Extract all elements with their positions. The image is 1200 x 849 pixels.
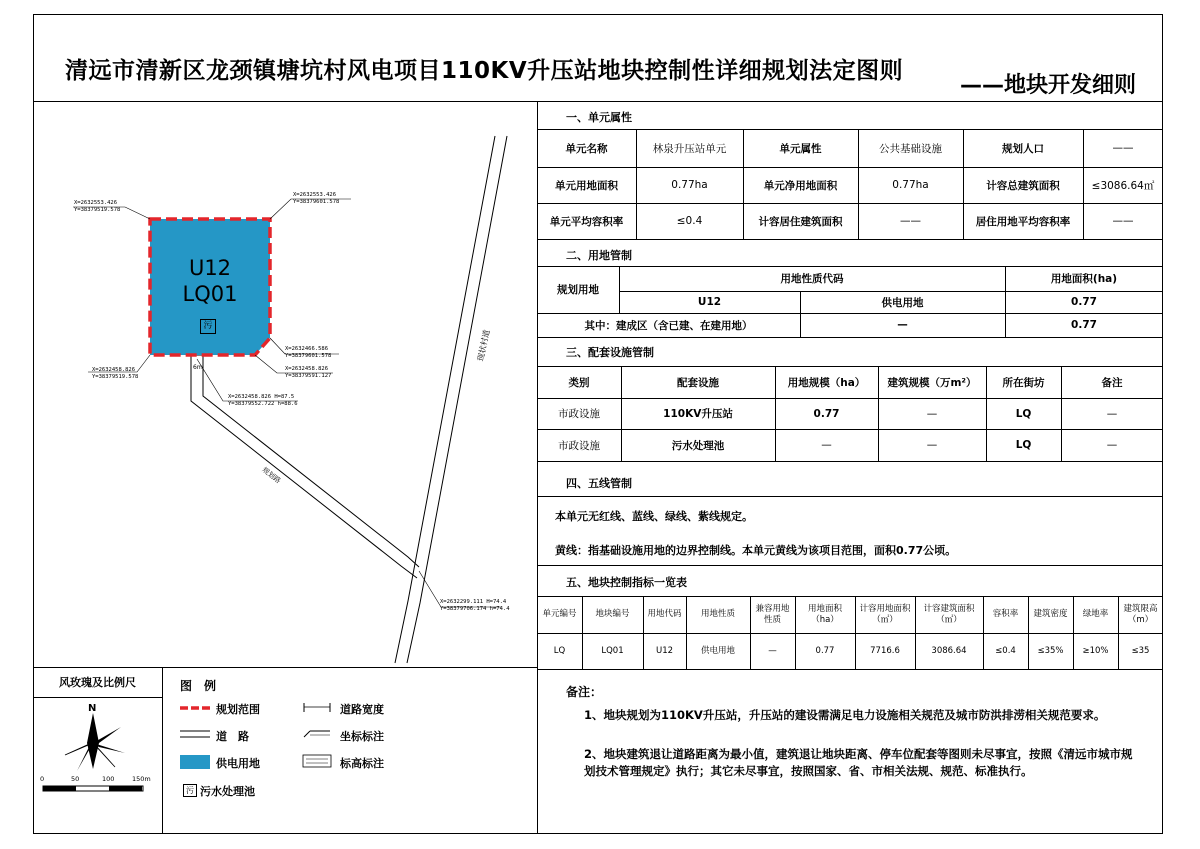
section-3-title: 三、配套设施管制	[566, 346, 654, 359]
ind-v-area: 0.77	[815, 645, 835, 656]
fac-h-block: 所在街坊	[1002, 376, 1045, 389]
coord-sw: X=2632458.826 Y=38379519.578	[92, 367, 139, 380]
parcel-id: LQ01	[182, 282, 238, 306]
fac-r1-block: LQ	[1015, 407, 1032, 420]
ind-v-green: ≥10%	[1082, 645, 1109, 656]
s1-r1-c1: 单元名称	[565, 142, 608, 155]
sewage-pool-icon: 污	[200, 319, 216, 334]
s1-r2-c5: 计容总建筑面积	[986, 179, 1060, 192]
sec5-line-2	[537, 669, 1163, 670]
ind-v-calc-area: 7716.6	[870, 645, 900, 656]
road-name-village: 现状村道	[475, 328, 492, 363]
fac-h-land-scale: 用地规模（ha）	[787, 376, 866, 389]
fac-r2-build: —	[926, 439, 938, 451]
compass-legend-divider	[162, 667, 163, 834]
fac-r1-category: 市政设施	[558, 408, 600, 420]
sewage-legend-icon: 污	[183, 784, 197, 797]
ind-h-build-area: 计容建筑面积（㎡）	[923, 603, 975, 625]
built-area-value: 0.77	[1071, 319, 1097, 331]
fac-r1-build: —	[926, 407, 938, 420]
fac-r1-land: 0.77	[813, 407, 840, 420]
s1-r2-c2: 0.77ha	[671, 179, 708, 191]
five-lines-text-1: 本单元无红线、蓝线、绿线、紫线规定。	[555, 510, 753, 523]
ind-h-code: 用地代码	[647, 609, 682, 619]
fac-r2-category: 市政设施	[558, 439, 600, 452]
coord-ne: X=2632553.426 Y=38379601.578	[293, 192, 340, 205]
sec2-line-3	[537, 337, 1163, 338]
fac-r2-land: —	[821, 439, 832, 451]
s1-r2-c1: 单元用地面积	[555, 179, 618, 192]
note-1: 1、地块规划为110KV升压站，升压站的建设需满足电力设施相关规范及城市防洪排涝相关规范要求。	[584, 708, 1106, 722]
legend-road: 道 路	[216, 730, 249, 743]
scale-150: 150m	[132, 775, 151, 783]
section-1-title: 一、单元属性	[566, 111, 632, 124]
ind-v-nature: 供电用地	[700, 645, 735, 656]
coord-se1: X=2632466.586 Y=38379601.578	[285, 346, 332, 359]
road-name-planned: 规划路	[260, 465, 282, 486]
parcel-code: U12	[188, 256, 232, 280]
note-2: 2、地块建筑退让道路距离为最小值，建筑退让地块距离、停车位配套等图则未尽事宜，按照《清远市城市规划技术管理规定》执行；其它未尽事宜，按照国家、省、市相关法规、规范、标准执行。	[584, 747, 1133, 778]
road-legend-icon	[180, 728, 210, 740]
fac-h-facility: 配套设施	[677, 376, 719, 389]
sec3-line-3	[537, 461, 1163, 462]
s1-r3-c6: ——	[1112, 215, 1134, 227]
legend-sewage: 污水处理池	[200, 785, 255, 798]
sec4-line-1	[537, 565, 1163, 566]
scale-50: 50	[71, 775, 80, 783]
s1-r3-c5: 居住用地平均容积率	[975, 215, 1071, 228]
s1-r1-c3: 单元属性	[779, 142, 822, 155]
s1-r2-c6: ≤3086.64㎡	[1091, 179, 1155, 192]
coordinate-legend-icon	[302, 727, 332, 739]
fac-r2-facility: 污水处理池	[671, 439, 725, 452]
ind-v-height: ≤35	[1131, 645, 1150, 656]
fac-r1-remark: —	[1106, 407, 1118, 420]
road-width-legend-icon	[302, 701, 332, 713]
site-map	[33, 101, 537, 667]
notes-title: 备注：	[566, 685, 603, 699]
ind-h-green: 绿地率	[1082, 609, 1109, 619]
legend-title: 图 例	[180, 679, 217, 693]
elevation-legend-icon	[302, 754, 332, 768]
s1-r3-c2: ≤0.4	[676, 215, 703, 227]
land-use-label: 规划用地	[557, 284, 599, 296]
s1-r1-c6: ——	[1112, 142, 1134, 154]
s1-r2-c4: 0.77ha	[892, 179, 929, 191]
legend-power-land: 供电用地	[216, 757, 260, 770]
fac-h-remark: 备注	[1101, 376, 1123, 389]
sec1-line-3	[537, 239, 1163, 240]
ind-v-plot: LQ01	[601, 645, 624, 656]
built-area-dash: —	[897, 319, 908, 331]
page-subtitle: ——地块开发细则	[960, 73, 1137, 98]
land-code-header: 用地性质代码	[780, 273, 844, 285]
ind-h-compatible: 兼容用地性质	[755, 603, 790, 625]
ind-h-far: 容积率	[992, 609, 1019, 619]
compass-title: 风玫瑰及比例尺	[59, 676, 136, 689]
ind-v-unit: LQ	[553, 645, 566, 656]
ind-h-calc-area: 计容用地面积（㎡）	[859, 603, 911, 625]
fac-h-category: 类别	[568, 376, 590, 389]
s1-r1-c2: 林泉升压站单元	[652, 142, 727, 155]
s1-r1-c5: 规划人口	[1002, 142, 1044, 155]
legend-elevation: 标高标注	[340, 757, 384, 770]
ind-v-code: U12	[655, 645, 674, 656]
section-2-title: 二、用地管制	[566, 249, 632, 262]
land-area-header: 用地面积(ha)	[1050, 273, 1118, 285]
compass-title-divider	[33, 697, 162, 698]
land-code: U12	[697, 296, 722, 308]
fac-r1-facility: 110KV升压站	[663, 408, 733, 420]
coord-se2: X=2632458.826 Y=38379591.127	[285, 366, 332, 379]
wind-rose-icon	[55, 713, 135, 778]
coord-mid: X=2632458.826 H=87.5 Y=38379552.722 h=88.6	[228, 394, 298, 407]
s1-r2-c3: 单元净用地面积	[763, 179, 838, 192]
ind-v-far: ≤0.4	[995, 645, 1016, 656]
s1-r3-c1: 单元平均容积率	[549, 215, 624, 228]
ind-h-area: 用地面积（ha）	[807, 603, 842, 625]
fac-r2-remark: —	[1106, 439, 1118, 451]
land-type: 供电用地	[881, 296, 924, 309]
s1-r3-c4: ——	[900, 215, 921, 227]
ind-v-compatible: —	[768, 645, 777, 656]
ind-h-unit: 单元编号	[542, 609, 577, 619]
scale-0: 0	[40, 775, 45, 783]
s1-r1-c4: 公共基础设施	[879, 142, 942, 155]
section-4-title: 四、五线管制	[566, 477, 632, 490]
ind-v-density: ≤35%	[1037, 645, 1064, 656]
s1-r3-c3: 计容居住建筑面积	[758, 215, 843, 228]
sec4-line-0	[537, 496, 1163, 497]
road-width-label: 6m	[193, 364, 203, 371]
ind-h-height: 建筑限高（m）	[1123, 603, 1158, 625]
scale-bar	[42, 784, 152, 794]
section-5-title: 五、地块控制指标一览表	[566, 576, 687, 589]
power-land-legend-icon	[180, 755, 210, 769]
fac-h-build-scale: 建筑规模（万m²）	[887, 376, 977, 389]
fac-r2-block: LQ	[1015, 439, 1032, 451]
boundary-legend-icon	[180, 702, 210, 714]
land-area: 0.77	[1071, 296, 1097, 308]
legend-coordinate: 坐标标注	[340, 730, 384, 743]
coord-road-end: X=2632299.111 H=74.4 Y=38379706.174 h=74.4	[440, 599, 510, 612]
ind-h-density: 建筑密度	[1033, 609, 1068, 619]
ind-v-build-area: 3086.64	[931, 645, 967, 656]
page-title: 清远市清新区龙颈镇塘坑村风电项目110KV升压站地块控制性详细规划法定图则	[65, 58, 904, 84]
coord-nw: X=2632553.426 Y=38379519.578	[74, 200, 121, 213]
ind-h-plot: 地块编号	[595, 609, 630, 619]
ind-h-nature: 用地性质	[700, 609, 735, 619]
legend-road-width: 道路宽度	[340, 703, 384, 716]
legend-boundary: 规划范围	[216, 703, 260, 716]
scale-100: 100	[102, 775, 115, 783]
north-label: N	[88, 703, 97, 714]
five-lines-text-2: 黄线：指基础设施用地的边界控制线。本单元黄线为该项目范围，面积0.77公顷。	[555, 544, 957, 557]
built-area-label: 其中：建成区（含已建、在建用地）	[584, 319, 753, 332]
